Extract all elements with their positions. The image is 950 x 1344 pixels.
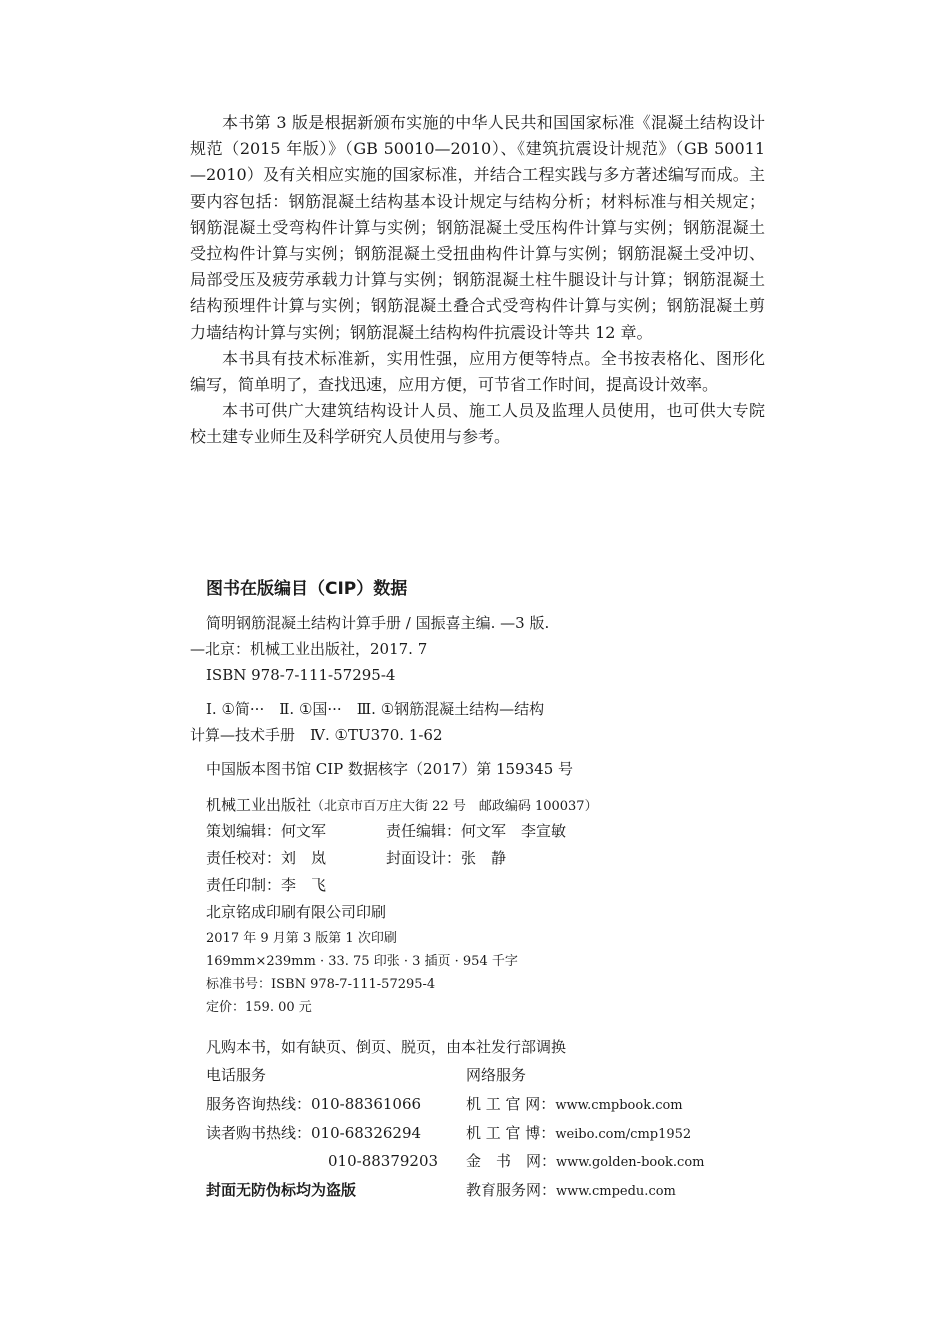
web-service-row <box>466 1093 683 1115</box>
cover-design: 封面设计：张 静 <box>386 849 507 867</box>
book-abstract <box>190 110 765 451</box>
web-service-row <box>466 1150 705 1172</box>
web-service-label: 机 工 官 网： <box>466 1095 556 1113</box>
web-service-label: 教育服务网： <box>466 1181 557 1199</box>
standard-book-number: 标准书号：ISBN 978-7-111-57295-4 <box>206 977 436 992</box>
service-hotline-number: 010-88361066 <box>311 1095 422 1113</box>
format-info: 169mm×239mm · 33. 75 印张 · 3 插页 · 954 千字 <box>206 954 518 969</box>
planning-editor: 策划编辑：何文军 <box>206 822 327 840</box>
web-service-heading: 网络服务 <box>466 1066 527 1084</box>
reader-hotline <box>206 1122 421 1144</box>
cip-isbn-line: ISBN 978-7-111-57295-4 <box>206 666 396 684</box>
abstract-paragraph: 本书具有技术标准新，实用性强，应用方便等特点。全书按表格化、图形化编写，简单明了，查找迅速，应用方便，可节省工作时间，提高设计效率。 <box>190 348 765 395</box>
web-service-url[interactable]: www.cmpbook.com <box>555 1098 683 1113</box>
web-service-url[interactable]: www.golden-book.com <box>556 1155 705 1170</box>
printer: 北京铭成印刷有限公司印刷 <box>206 903 387 921</box>
reader-hotline-number: 010-68326294 <box>311 1124 422 1142</box>
anti-piracy-notice: 封面无防伪标均为盗版 <box>206 1181 357 1199</box>
responsible-editors: 责任编辑：何文军 李宣敏 <box>386 822 567 840</box>
edition-info: 2017 年 9 月第 3 版第 1 次印刷 <box>206 931 397 946</box>
publisher-info <box>206 794 598 816</box>
phone-service-heading: 电话服务 <box>206 1066 267 1084</box>
web-service-row <box>466 1179 676 1201</box>
abstract-paragraph: 本书可供广大建筑结构设计人员、施工人员及监理人员使用，也可供大专院校土建专业师生及科学研究人员使用与参考。 <box>190 401 765 447</box>
service-hotline <box>206 1093 421 1115</box>
print-supervisor: 责任印制：李 飞 <box>206 876 327 894</box>
cip-subject-line: 计算—技术手册 Ⅳ. ①TU370. 1-62 <box>190 726 443 744</box>
publisher-address: （北京市百万庄大街 22 号 邮政编码 100037） <box>311 799 598 814</box>
web-service-label: 机 工 官 博： <box>466 1124 556 1142</box>
web-service-url[interactable]: www.cmpedu.com <box>556 1184 676 1199</box>
service-hotline-label: 服务咨询热线： <box>206 1095 312 1113</box>
price: 定价：159. 00 元 <box>206 1000 312 1015</box>
abstract-paragraph: 本书第 3 版是根据新颁布实施的中华人民共和国国家标准《混凝土结构设计规范（2015 年版）》（GB 50010—2010）、《建筑抗震设计规范》（GB 50011—2010）及有关相应实施的国家标准，并结合工程实践与多方著述编写而成。主要内容包括：钢筋混凝土结构基本设计规定与结构分析；材料标准与相关规定；钢筋混凝土受弯构件计算与实例；钢筋混凝土受压构件计算与实例；钢筋混凝土受拉构件计算与实例；钢筋混凝土受扭曲构件计算与实例；钢筋混凝土受冲切、局部受压及疲劳承载力计算与实例；钢筋混凝土柱牛腿设计与计算；钢筋混凝土结构预埋件计算与实例；钢筋混凝土叠合式受弯构件计算与实例；钢筋混凝土剪力墙结构计算与实例；钢筋混凝土结构构件抗震设计等共 12 章。 <box>190 113 765 342</box>
publisher-name: 机械工业出版社 <box>206 796 312 814</box>
web-service-label: 金 书 网： <box>466 1152 557 1170</box>
cip-heading: 图书在版编目（CIP）数据 <box>206 579 408 599</box>
cip-subject-line: Ⅰ. ①简··· Ⅱ. ①国··· Ⅲ. ①钢筋混凝土结构—结构 <box>206 700 545 718</box>
cip-record-number: 中国版本图书馆 CIP 数据核字（2017）第 159345 号 <box>206 760 574 778</box>
proofreader: 责任校对：刘 岚 <box>206 849 327 867</box>
cip-publisher-line: —北京：机械工业出版社，2017. 7 <box>190 640 428 658</box>
web-service-row <box>466 1122 691 1144</box>
replacement-notice: 凡购本书，如有缺页、倒页、脱页，由本社发行部调换 <box>206 1038 567 1056</box>
cip-title-line: 简明钢筋混凝土结构计算手册 / 国振喜主编. —3 版. <box>206 614 550 632</box>
web-service-url[interactable]: weibo.com/cmp1952 <box>555 1127 692 1142</box>
reader-hotline-label: 读者购书热线： <box>206 1124 312 1142</box>
extra-hotline-number: 010-88379203 <box>328 1152 439 1170</box>
